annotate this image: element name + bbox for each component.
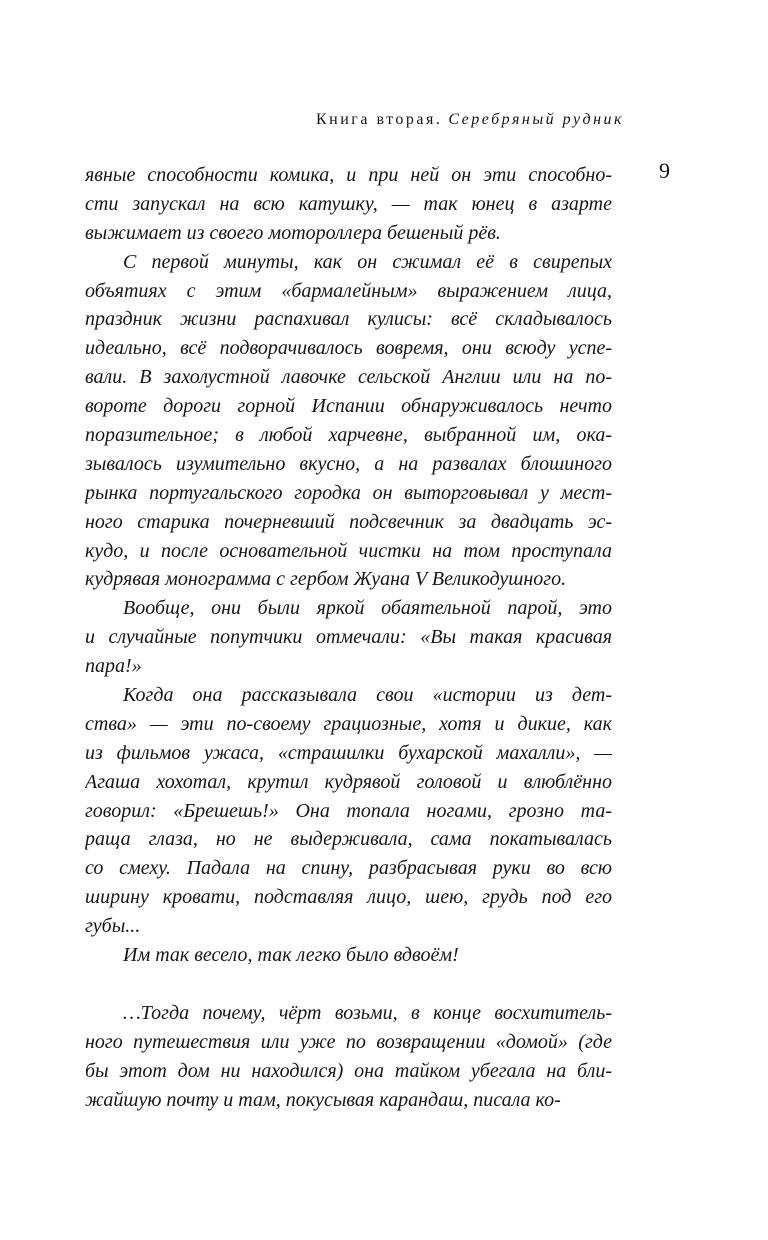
text-line: идеально, всё подворачивалось вовремя, они всюду успе-	[85, 337, 612, 360]
text-line: со смеху. Падала на спину, разбрасывая руки во всю	[85, 857, 612, 880]
text-line: из фильмов ужаса, «страшилки бухарской махалли», —	[85, 741, 612, 764]
text-line: выжимает из своего мотороллера бешеный рёв.	[85, 221, 501, 244]
text-line: ного старика почерневший подсвечник за двадцать эс-	[85, 510, 612, 533]
text-line: рынка португальского городка он выторговывал у мест-	[85, 481, 612, 504]
text-line: Им так весело, так легко было вдвоём!	[123, 944, 459, 967]
text-line: кудрявая монограмма с гербом Жуана V Великодушного.	[85, 568, 567, 591]
running-header	[316, 111, 624, 129]
paragraph	[85, 999, 612, 1115]
text-line: пара!»	[85, 655, 142, 678]
text-line: Вообще, они были яркой обаятельной парой, это	[123, 597, 612, 620]
text-line: бы этот дом ни находился) она тайком убегала на бли-	[85, 1059, 612, 1082]
text-line: раща глаза, но не выдерживала, сама покатывалась	[85, 828, 612, 851]
text-line: вали. В захолустной лавочке сельской Англии или на по-	[85, 366, 612, 389]
text-line: зывалось изумительно вкусно, а на развалах блошиного	[85, 452, 612, 475]
text-line: С первой минуты, как он сжимал её в свирепых	[123, 250, 612, 273]
paragraph	[85, 161, 612, 248]
page-body	[85, 161, 612, 1115]
text-line: жайшую почту и там, покусывая карандаш, писала ко-	[85, 1088, 561, 1111]
text-line: ства» — эти по-своему грациозные, хотя и дикие, как	[85, 712, 612, 735]
text-line: объятиях с этим «бармалейным» выражением лица,	[85, 279, 612, 302]
text-line: кудо, и после основательной чистки на том проступала	[85, 539, 612, 562]
text-line: сти запускал на всю катушку, — так юнец в азарте	[85, 192, 612, 215]
text-line: говорил: «Брешешь!» Она топала ногами, грозно та-	[85, 799, 612, 822]
paragraph	[85, 248, 612, 595]
paragraph	[85, 941, 612, 970]
text-line: вороте дороги горной Испании обнаруживалось нечто	[85, 395, 612, 418]
text-line: ширину кровати, подставляя лицо, шею, грудь под его	[85, 886, 612, 909]
text-line: Когда она рассказывала свои «истории из дет-	[123, 684, 612, 707]
running-header-book-part: Книга вторая.	[316, 111, 443, 128]
running-header-chapter-title: Серебряный рудник	[448, 111, 625, 128]
text-line: явные способности комика, и при ней он эти способно-	[85, 164, 612, 186]
text-line: губы...	[85, 915, 141, 938]
paragraph	[85, 594, 612, 681]
paragraph	[85, 681, 612, 941]
text-line: праздник жизни распахивал кулисы: всё складывалось	[85, 308, 612, 331]
page-number: 9	[659, 158, 670, 183]
text-line: и случайные попутчики отмечали: «Вы такая красивая	[85, 626, 612, 649]
text-line: ного путешествия или уже по возвращении «домой» (где	[85, 1030, 612, 1053]
text-line: …Тогда почему, чёрт возьми, в конце восхититель-	[123, 1001, 612, 1024]
text-line: Агаша хохотал, крутил кудрявой головой и влюблённо	[85, 770, 612, 793]
text-line: поразительное; в любой харчевне, выбранной им, ока-	[85, 424, 612, 447]
